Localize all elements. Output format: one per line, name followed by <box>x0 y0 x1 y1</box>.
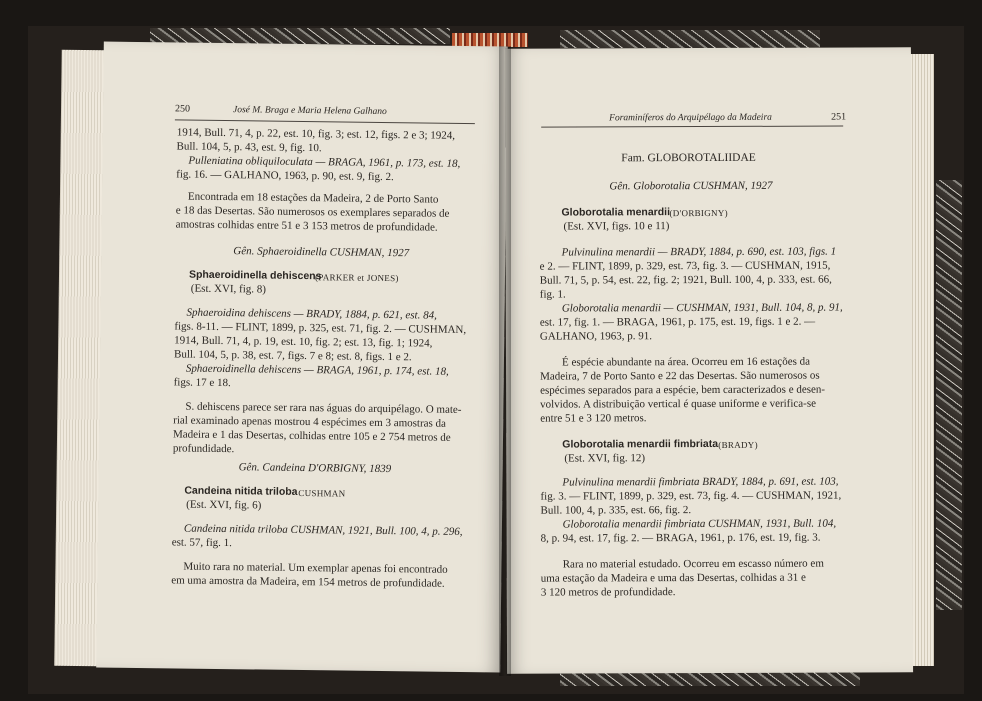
text-line: GALHANO, 1963, p. 91. <box>539 330 653 343</box>
text-line: volvidos. A distribuição vertical é quase uniforme e verifica-se <box>540 397 817 411</box>
text-line: É espécie abundante na área. Ocorreu em 16 estações da <box>561 355 811 369</box>
running-header: Foraminíferos do Arquipélago da Madeira <box>609 112 772 124</box>
header-rule <box>175 119 475 124</box>
text-line: Bull. 104, 5, p. 38, est. 7, figs. 7 e 8; est. 8, figs. 1 e 2. <box>173 348 412 364</box>
plate-reference: (Est. XVI, fig. 6) <box>186 498 262 512</box>
book-gutter <box>499 46 511 676</box>
species-name: Candeina nitida triloba <box>184 484 298 498</box>
text-line: entre 51 e 3 120 metros. <box>540 412 647 425</box>
family-heading: Fam. GLOBOROTALIIDAE <box>621 151 756 165</box>
left-page <box>96 42 508 673</box>
text-line: S. dehiscens parece ser rara nas águas do arquipélago. O mate- <box>185 400 462 416</box>
species-author: (D'ORBIGNY) <box>669 207 728 219</box>
plate-reference: (Est. XVI, fig. 8) <box>190 282 267 296</box>
text-line: Pulvinulina menardii fimbriata BRADY, 1884, p. 691, est. 103, <box>562 475 839 489</box>
header-rule <box>541 126 843 128</box>
text-line: Madeira e 1 das Desertas, colhidas entre 105 e 2 754 metros de <box>172 428 451 444</box>
marbled-endpaper-top-right <box>560 30 820 48</box>
text-line: Sphaeroidina dehiscens — BRADY, 1884, p. 621, est. 84, <box>186 306 437 322</box>
text-line: figs. 17 e 18. <box>173 376 231 390</box>
text-line: 1914, Bull. 71, 4, p. 19, est. 10, fig. 2; est. 13, fig. 1; 1924, <box>174 334 433 350</box>
plate-reference: (Est. XVI, fig. 12) <box>564 452 646 465</box>
text-line: figs. 8-11. — FLINT, 1899, p. 325, est. 71, fig. 2. — CUSHMAN, <box>174 320 467 337</box>
genus-heading: Gên. Sphaeroidinella CUSHMAN, 1927 <box>233 245 410 260</box>
text-line: profundidade. <box>172 442 235 456</box>
text-line: Bull. 104, 5, p. 43, est. 9, fig. 10. <box>176 140 322 155</box>
text-line: e 2. — FLINT, 1899, p. 329, est. 73, fig. 3. — CUSHMAN, 1915, <box>539 259 831 273</box>
page-number: 251 <box>831 111 847 123</box>
text-line: est. 17, fig. 1. — BRAGA, 1961, p. 175, est. 19, figs. 1 e 2. — <box>539 315 816 329</box>
species-author: (BRADY) <box>718 439 758 450</box>
text-line: e 18 das Desertas. São numerosos os exemplares separados de <box>175 204 450 220</box>
text-line: rial examinado apenas mostrou 4 espécimes em 3 amostras da <box>173 414 447 430</box>
text-line: em uma amostra da Madeira, em 154 metros de profundidade. <box>171 574 445 590</box>
text-line: Candeina nitida triloba CUSHMAN, 1921, Bull. 100, 4, p. 296, <box>183 522 463 538</box>
text-line: Globorotalia menardii — CUSHMAN, 1931, Bull. 104, 8, p. 91, <box>561 301 843 315</box>
species-name: Globorotalia menardii fimbriata <box>562 437 719 451</box>
text-line: Pulleniatina obliquiloculata — BRAGA, 1961, p. 173, est. 18, <box>188 154 461 170</box>
text-line: amostras colhidas entre 51 e 3 153 metros de profundidade. <box>175 218 438 234</box>
marbled-endpaper-top-left <box>150 28 450 44</box>
plate-reference: (Est. XVI, figs. 10 e 11) <box>563 220 670 233</box>
marbled-endpaper-right <box>936 180 962 610</box>
text-line: fig. 3. — FLINT, 1899, p. 329, est. 73, fig. 4. — CUSHMAN, 1921, <box>540 489 842 503</box>
genus-heading: Gên. Candeina D'ORBIGNY, 1839 <box>238 461 392 476</box>
text-line: Madeira, 7 de Porto Santo e 22 das Desertas. São numerosos os <box>540 369 820 383</box>
text-line: 3 120 metros de profundidade. <box>540 586 676 599</box>
species-name: Globorotalia menardii <box>561 206 671 219</box>
page-number: 250 <box>174 103 191 115</box>
text-line: Encontrada em 18 estações da Madeira, 2 de Porto Santo <box>187 190 439 206</box>
text-line: est. 57, fig. 1. <box>171 536 232 550</box>
text-line: 1914, Bull. 71, 4, p. 22, est. 10, fig. 3; est. 12, figs. 2 e 3; 1924, <box>176 126 456 142</box>
text-line: uma estação da Madeira e uma das Desertas, colhidas a 31 e <box>540 571 806 585</box>
text-line: Pulvinulina menardii — BRADY, 1884, p. 690, est. 103, figs. 1 <box>561 245 837 259</box>
text-line: espécimes separados para a espécie, bem caracterizados e desen- <box>540 383 826 397</box>
text-line: Bull. 71, 5, p. 54, est. 22, fig. 2; 1921, Bull. 100, 4, p. 333, est. 66, <box>539 273 832 287</box>
genus-heading: Gên. Globorotalia CUSHMAN, 1927 <box>609 179 773 193</box>
page-stack-right <box>910 54 934 666</box>
text-line: Globorotalia menardii fimbriata CUSHMAN, 1931, Bull. 104, <box>562 517 837 531</box>
text-line: fig. 16. — GALHANO, 1963, p. 90, est. 9, fig. 2. <box>176 168 394 184</box>
text-line: Muito rara no material. Um exemplar apenas foi encontrado <box>183 560 448 576</box>
text-line: Rara no material estudado. Ocorreu em escasso número em <box>562 557 824 571</box>
text-line: Bull. 100, 4, p. 335, est. 66, fig. 2. <box>540 504 692 517</box>
text-line: fig. 1. <box>539 288 566 301</box>
species-name: Sphaeroidinella dehiscens <box>188 268 322 283</box>
running-header: José M. Braga e Maria Helena Galhano <box>232 105 387 118</box>
species-author: CUSHMAN <box>298 487 346 499</box>
species-author: (PARKER et JONES) <box>314 272 399 284</box>
text-line: Sphaeroidinella dehiscens — BRAGA, 1961, p. 174, est. 18, <box>185 362 449 378</box>
headband <box>452 33 528 47</box>
right-page <box>505 47 913 673</box>
text-line: 8, p. 94, est. 17, fig. 2. — BRAGA, 1961, p. 176, est. 19, fig. 3. <box>540 531 821 545</box>
marbled-endpaper-bottom <box>560 672 860 686</box>
